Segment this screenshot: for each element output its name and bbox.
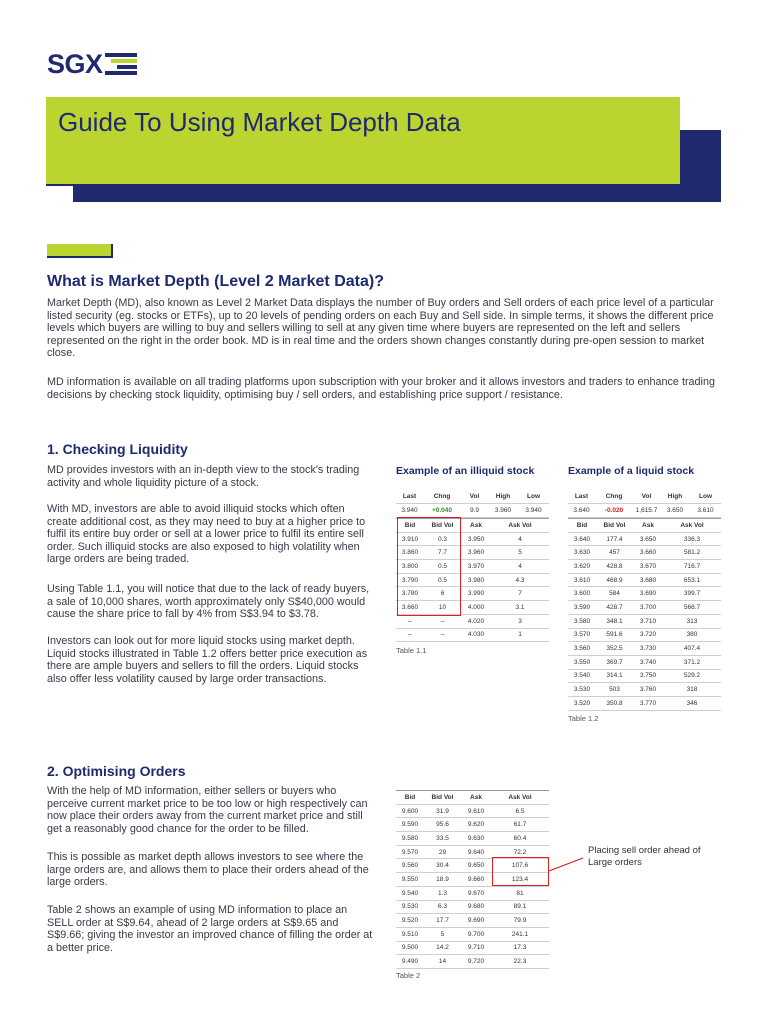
cell: 3.760	[633, 683, 663, 697]
cell: 584	[596, 587, 633, 601]
cell: 428.7	[596, 601, 633, 615]
cell: 369.7	[596, 655, 633, 669]
book-header-row	[396, 791, 549, 805]
cell: 1,615.7	[633, 504, 660, 518]
cell: 72.2	[491, 845, 549, 859]
md-paragraph-2: MD information is available on all trading platforms upon subscription with your broker and it allows investors and traders to enhance trading decisions by checking stock liquidity, optimising buy / sell orders, and establishing price support / resistance.	[47, 376, 715, 401]
header-cell: Ask Vol	[491, 519, 549, 533]
cell: 566.7	[663, 601, 721, 615]
cell: 10	[424, 601, 461, 615]
summary-row	[568, 504, 721, 518]
cell: 3.940	[518, 504, 549, 518]
bid-highlight-box	[397, 517, 461, 616]
title-banner	[46, 97, 680, 186]
cell: 6	[424, 587, 461, 601]
cell: 0.5	[424, 560, 461, 574]
section-heading-liquidity: 1. Checking Liquidity	[47, 441, 188, 457]
cell: 3.610	[690, 504, 721, 518]
cell: 348.1	[596, 614, 633, 628]
header-cell: Ask Vol	[663, 519, 721, 533]
cell: 0.5	[424, 573, 461, 587]
table-row	[568, 546, 721, 560]
orders-paragraph-3: Table 2 shows an example of using MD information to place an SELL order at S$9.64, ahead of 2 large orders at S$9.65 and S$9.66; giving the investor an improved chance of filling the order at a better price.	[47, 904, 373, 954]
cell: 653.1	[663, 573, 721, 587]
cell: 79.9	[491, 914, 549, 928]
logo-mark-icon	[105, 53, 137, 75]
header-cell: Bid	[396, 519, 424, 533]
cell: 9.9	[461, 504, 488, 518]
table-header	[568, 490, 721, 504]
cell: 14.2	[424, 941, 461, 955]
cell: 22.3	[491, 955, 549, 969]
cell: 9.630	[461, 832, 491, 846]
liquidity-paragraph-2: With MD, investors are able to avoid illiquid stocks which often create additional cost, as they may need to buy at a higher price to fulfil its entire buy order or sell at a lower price to fulfil its entire sell order. Such illiquid stocks are also exposed to high volatility when large orders are being traded.	[47, 503, 366, 566]
cell: 3.690	[633, 587, 663, 601]
cell: 3.860	[396, 546, 424, 560]
cell: 3.910	[396, 532, 424, 546]
cell: 3.970	[461, 560, 491, 574]
change-cell: +0.040	[423, 504, 461, 518]
cell: 529.2	[663, 669, 721, 683]
table-row	[396, 927, 549, 941]
book-header-row	[568, 519, 721, 533]
table-row	[396, 955, 549, 969]
cell: 95.6	[424, 818, 461, 832]
cell: 9.650	[461, 859, 491, 873]
liquidity-paragraph-4: Investors can look out for more liquid stocks using market depth. Liquid stocks illustrated in Table 1.2 offers better price execution as there are ample buyers and sellers to fill the orders. Liquid stocks also offer less volatility caused by large order transactions.	[47, 635, 368, 685]
header-cell: Chng	[595, 490, 633, 504]
cell: 9.610	[461, 804, 491, 818]
summary-row	[396, 504, 549, 518]
header-cell: Low	[518, 490, 549, 504]
table-row	[396, 818, 549, 832]
cell: 60.4	[491, 832, 549, 846]
cell: 3.630	[568, 546, 596, 560]
cell: 350.8	[596, 696, 633, 710]
header-cell: Vol	[461, 490, 488, 504]
cell: 9.640	[461, 845, 491, 859]
cell: 6.5	[491, 804, 549, 818]
cell: 371.2	[663, 655, 721, 669]
header-cell: Ask Vol	[491, 791, 549, 805]
table-row	[396, 832, 549, 846]
table-row	[396, 886, 549, 900]
cell: 3.700	[633, 601, 663, 615]
cell: 407.4	[663, 642, 721, 656]
cell: 33.5	[424, 832, 461, 846]
cell: 3.960	[461, 546, 491, 560]
cell: --	[396, 614, 424, 628]
cell: 9.720	[461, 955, 491, 969]
cell: 3.960	[488, 504, 518, 518]
table-row	[568, 669, 721, 683]
cell: 3.640	[568, 532, 596, 546]
cell: 9.680	[461, 900, 491, 914]
cell: 3.980	[461, 573, 491, 587]
cell: 123.4	[491, 873, 549, 887]
cell: 3.600	[568, 587, 596, 601]
table-row	[568, 655, 721, 669]
cell: 3.580	[568, 614, 596, 628]
cell: 3.520	[568, 696, 596, 710]
cell: 31.9	[424, 804, 461, 818]
cell: 336.3	[663, 532, 721, 546]
table-row	[568, 642, 721, 656]
cell: 3.780	[396, 587, 424, 601]
cell: --	[396, 628, 424, 642]
cell: 9.620	[461, 818, 491, 832]
cell: 3.640	[568, 504, 595, 518]
cell: 503	[596, 683, 633, 697]
cell: 3.750	[633, 669, 663, 683]
header-cell: Vol	[633, 490, 660, 504]
table-row	[568, 560, 721, 574]
cell: 4	[491, 532, 549, 546]
section-heading-orders: 2. Optimising Orders	[47, 763, 186, 779]
table-row	[396, 914, 549, 928]
cell: 716.7	[663, 560, 721, 574]
cell: 3.550	[568, 655, 596, 669]
table-1-2-book	[568, 518, 721, 711]
cell: 3.540	[568, 669, 596, 683]
cell: 5	[424, 927, 461, 941]
header-cell: Ask	[461, 519, 491, 533]
cell: 3.1	[491, 601, 549, 615]
cell: 9.500	[396, 941, 424, 955]
cell: 3.660	[633, 546, 663, 560]
cell: 17.7	[424, 914, 461, 928]
orders-paragraph-1: With the help of MD information, either sellers or buyers who perceive current market price to be too low or high respectively can now place their orders away from the current market price and still get a reasonably good chance for the order to be filled.	[47, 785, 368, 835]
cell: 3.590	[568, 601, 596, 615]
logo-text: SGX	[47, 49, 103, 79]
table-row	[396, 614, 549, 628]
cell: 6.3	[424, 900, 461, 914]
page-title: Guide To Using Market Depth Data	[58, 107, 461, 137]
annotation-note: Placing sell order ahead of Large orders	[588, 845, 701, 868]
pointer-line-icon	[549, 855, 589, 875]
cell: 4.3	[491, 573, 549, 587]
cell: --	[424, 628, 461, 642]
liquidity-paragraph-3: Using Table 1.1, you will notice that due to the lack of ready buyers, a sale of 10,000 shares, worth approximately only S$40,000 would cause the share price to fall by 4% from S$3.94 to $3.78.	[47, 583, 370, 621]
cell: 9.580	[396, 832, 424, 846]
cell: 4.030	[461, 628, 491, 642]
cell: 457	[596, 546, 633, 560]
cell: 9.690	[461, 914, 491, 928]
cell: 313	[663, 614, 721, 628]
cell: 3.720	[633, 628, 663, 642]
header-cell: Chng	[423, 490, 461, 504]
cell: 4.020	[461, 614, 491, 628]
cell: 581.2	[663, 546, 721, 560]
table-row	[396, 941, 549, 955]
cell: 3.710	[633, 614, 663, 628]
table11-label: Table 1.1	[396, 646, 427, 655]
cell: 89.1	[491, 900, 549, 914]
cell: 81	[491, 886, 549, 900]
cell: 9.510	[396, 927, 424, 941]
cell: 9.670	[461, 886, 491, 900]
cell: 3.950	[461, 532, 491, 546]
orders-paragraph-2: This is possible as market depth allows investors to see where the large orders are, and allows them to place their orders ahead of the large orders.	[47, 851, 369, 889]
cell: 9.710	[461, 941, 491, 955]
cell: 3.660	[396, 601, 424, 615]
cell: 9.600	[396, 804, 424, 818]
section-marker	[47, 244, 113, 258]
md-paragraph-1: Market Depth (MD), also known as Level 2 Market Data displays the number of Buy orders and Sell orders of each price level of a particular listed security (eg. stocks or ETFs), up to 20 levels of pending orders on each Buy and Sell side. In simple terms, it shows the different price levels which buyers are willing to buy and sellers willing to sell at any given time where buyers are represented on the left and sellers represented on the right in the order book. MD is in real time and the orders shown changes constantly during pre-open session to market close.	[47, 297, 714, 360]
header-cell: Bid	[396, 791, 424, 805]
cell: 7	[491, 587, 549, 601]
cell: --	[424, 614, 461, 628]
cell: 0.3	[424, 532, 461, 546]
cell: 177.4	[596, 532, 633, 546]
cell: 9.590	[396, 818, 424, 832]
table-row	[396, 628, 549, 642]
cell: 9.700	[461, 927, 491, 941]
cell: 29	[424, 845, 461, 859]
cell: 4	[491, 560, 549, 574]
cell: 61.7	[491, 818, 549, 832]
section-heading-md: What is Market Depth (Level 2 Market Data)?	[47, 273, 384, 290]
cell: 107.6	[491, 859, 549, 873]
large-orders-highlight-box	[492, 857, 549, 886]
cell: 3.610	[568, 573, 596, 587]
table-row	[568, 614, 721, 628]
header-cell: Last	[568, 490, 595, 504]
header-cell: Ask	[633, 519, 663, 533]
cell: 9.520	[396, 914, 424, 928]
cell: 9.570	[396, 845, 424, 859]
change-cell: -0.020	[595, 504, 633, 518]
table-row	[568, 601, 721, 615]
header-cell: Bid Vol	[424, 791, 461, 805]
cell: 314.1	[596, 669, 633, 683]
table-row	[396, 900, 549, 914]
cell: 3.680	[633, 573, 663, 587]
table12-label: Table 1.2	[568, 714, 599, 723]
cell: 14	[424, 955, 461, 969]
header-cell: High	[660, 490, 690, 504]
table-row	[568, 628, 721, 642]
cell: 3.990	[461, 587, 491, 601]
cell: 380	[663, 628, 721, 642]
cell: 399.7	[663, 587, 721, 601]
cell: 3.560	[568, 642, 596, 656]
cell: 428.8	[596, 560, 633, 574]
cell: 468.9	[596, 573, 633, 587]
table11-caption: Example of an illiquid stock	[396, 465, 535, 477]
cell: 5	[491, 546, 549, 560]
cell: 3.800	[396, 560, 424, 574]
table-row	[568, 587, 721, 601]
cell: 30.4	[424, 859, 461, 873]
cell: 352.5	[596, 642, 633, 656]
cell: 18.9	[424, 873, 461, 887]
table-row	[568, 696, 721, 710]
cell: 241.1	[491, 927, 549, 941]
table-header	[396, 490, 549, 504]
header-cell: Bid	[568, 519, 596, 533]
cell: 3.790	[396, 573, 424, 587]
header-cell: Bid Vol	[596, 519, 633, 533]
table-row	[568, 683, 721, 697]
cell: 1	[491, 628, 549, 642]
table-row	[396, 804, 549, 818]
cell: 3.740	[633, 655, 663, 669]
sgx-logo	[47, 50, 137, 78]
cell: 3.670	[633, 560, 663, 574]
cell: 9.490	[396, 955, 424, 969]
cell: 3.530	[568, 683, 596, 697]
cell: 3.940	[396, 504, 423, 518]
cell: 346	[663, 696, 721, 710]
cell: 17.3	[491, 941, 549, 955]
header-cell: Last	[396, 490, 423, 504]
table2-label: Table 2	[396, 971, 421, 980]
header-cell: Bid Vol	[424, 519, 461, 533]
cell: 318	[663, 683, 721, 697]
cell: 9.540	[396, 886, 424, 900]
table-row	[568, 573, 721, 587]
cell: 9.560	[396, 859, 424, 873]
cell: 3	[491, 614, 549, 628]
cell: 1.3	[424, 886, 461, 900]
cell: 3.570	[568, 628, 596, 642]
table-row	[568, 532, 721, 546]
table-1-1	[396, 490, 549, 518]
cell: 3.770	[633, 696, 663, 710]
cell: 9.660	[461, 873, 491, 887]
table-1-2	[568, 490, 721, 518]
liquidity-paragraph-1: MD provides investors with an in-depth view to the stock's trading activity and whole liquidity picture of a stock.	[47, 464, 360, 489]
header-cell: High	[488, 490, 518, 504]
table12-caption: Example of a liquid stock	[568, 465, 695, 477]
header-cell: Ask	[461, 791, 491, 805]
cell: 3.650	[660, 504, 690, 518]
cell: 3.650	[633, 532, 663, 546]
cell: 9.530	[396, 900, 424, 914]
cell: 9.550	[396, 873, 424, 887]
cell: 7.7	[424, 546, 461, 560]
header-cell: Low	[690, 490, 721, 504]
cell: 591.6	[596, 628, 633, 642]
cell: 3.730	[633, 642, 663, 656]
cell: 4.000	[461, 601, 491, 615]
cell: 3.620	[568, 560, 596, 574]
